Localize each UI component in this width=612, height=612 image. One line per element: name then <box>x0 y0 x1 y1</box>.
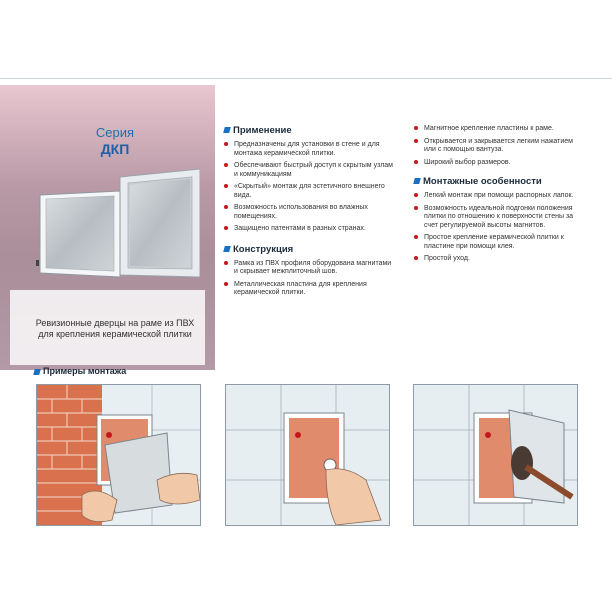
bullet-icon <box>414 126 418 130</box>
column-features <box>414 125 584 268</box>
bullet-icon <box>224 184 228 188</box>
bullet-icon <box>224 142 228 146</box>
list-item: Простой уход. <box>414 255 584 264</box>
top-divider <box>0 78 612 79</box>
list-item: Широкий выбор размеров. <box>414 159 584 168</box>
bullet-icon <box>224 226 228 230</box>
bullet-icon <box>224 261 228 265</box>
list-item: Защищено патентами в разных странах. <box>224 225 394 234</box>
list-item: Магнитное крепление пластины к раме. <box>414 125 584 134</box>
example-illustration-3 <box>413 384 578 526</box>
section-square-icon <box>33 369 41 375</box>
list-item: Возможность идеальной подгонки положения плитки по отношению к поверхности стены за счет регулируемой высоты магнитов. <box>414 205 584 231</box>
list-item: Обеспечивают быстрый доступ к скрытым узлам и коммуникациям <box>224 162 394 179</box>
section-title-application: Применение <box>224 125 394 136</box>
bullet-icon <box>224 163 228 167</box>
bullet-icon <box>224 205 228 209</box>
bullet-icon <box>224 282 228 286</box>
bullet-icon <box>414 235 418 239</box>
list-item: Открывается и закрывается легким нажатием или с помощью вантуза. <box>414 138 584 155</box>
series-label: Серия <box>95 125 135 140</box>
example-illustration-2 <box>225 384 390 526</box>
bullet-icon <box>414 160 418 164</box>
bullet-icon <box>414 139 418 143</box>
section-title-mounting: Монтажные особенности <box>414 176 584 187</box>
product-caption: Ревизионные дверцы на раме из ПВХ для крепления керамической плитки <box>35 318 195 339</box>
section-square-icon <box>223 127 231 133</box>
bullet-icon <box>414 256 418 260</box>
list-item: Легкий монтаж при помощи распорных лапок. <box>414 192 584 201</box>
bullet-icon <box>414 193 418 197</box>
column-application <box>224 125 394 302</box>
list-item: Рамка из ПВХ профиля оборудована магнитами и скрывает межплиточный шов. <box>224 260 394 277</box>
product-image <box>20 165 200 285</box>
section-square-icon <box>413 178 421 184</box>
series-name: ДКП <box>100 141 130 157</box>
list-item: Возможность использования во влажных помещениях. <box>224 204 394 221</box>
list-item: Предназначены для установки в стене и для монтажа керамической плитки. <box>224 141 394 158</box>
example-illustration-1 <box>36 384 201 526</box>
list-item: Металлическая пластина для крепления керамической плитки. <box>224 281 394 298</box>
bullet-icon <box>414 206 418 210</box>
list-item: Простое крепление керамической плитки к пластине при помощи клея. <box>414 234 584 251</box>
section-title-construction: Конструкция <box>224 244 394 255</box>
list-item: «Скрытый» монтаж для эстетичного внешнего вида. <box>224 183 394 200</box>
section-square-icon <box>223 246 231 252</box>
examples-title: Примеры монтажа <box>34 366 126 376</box>
